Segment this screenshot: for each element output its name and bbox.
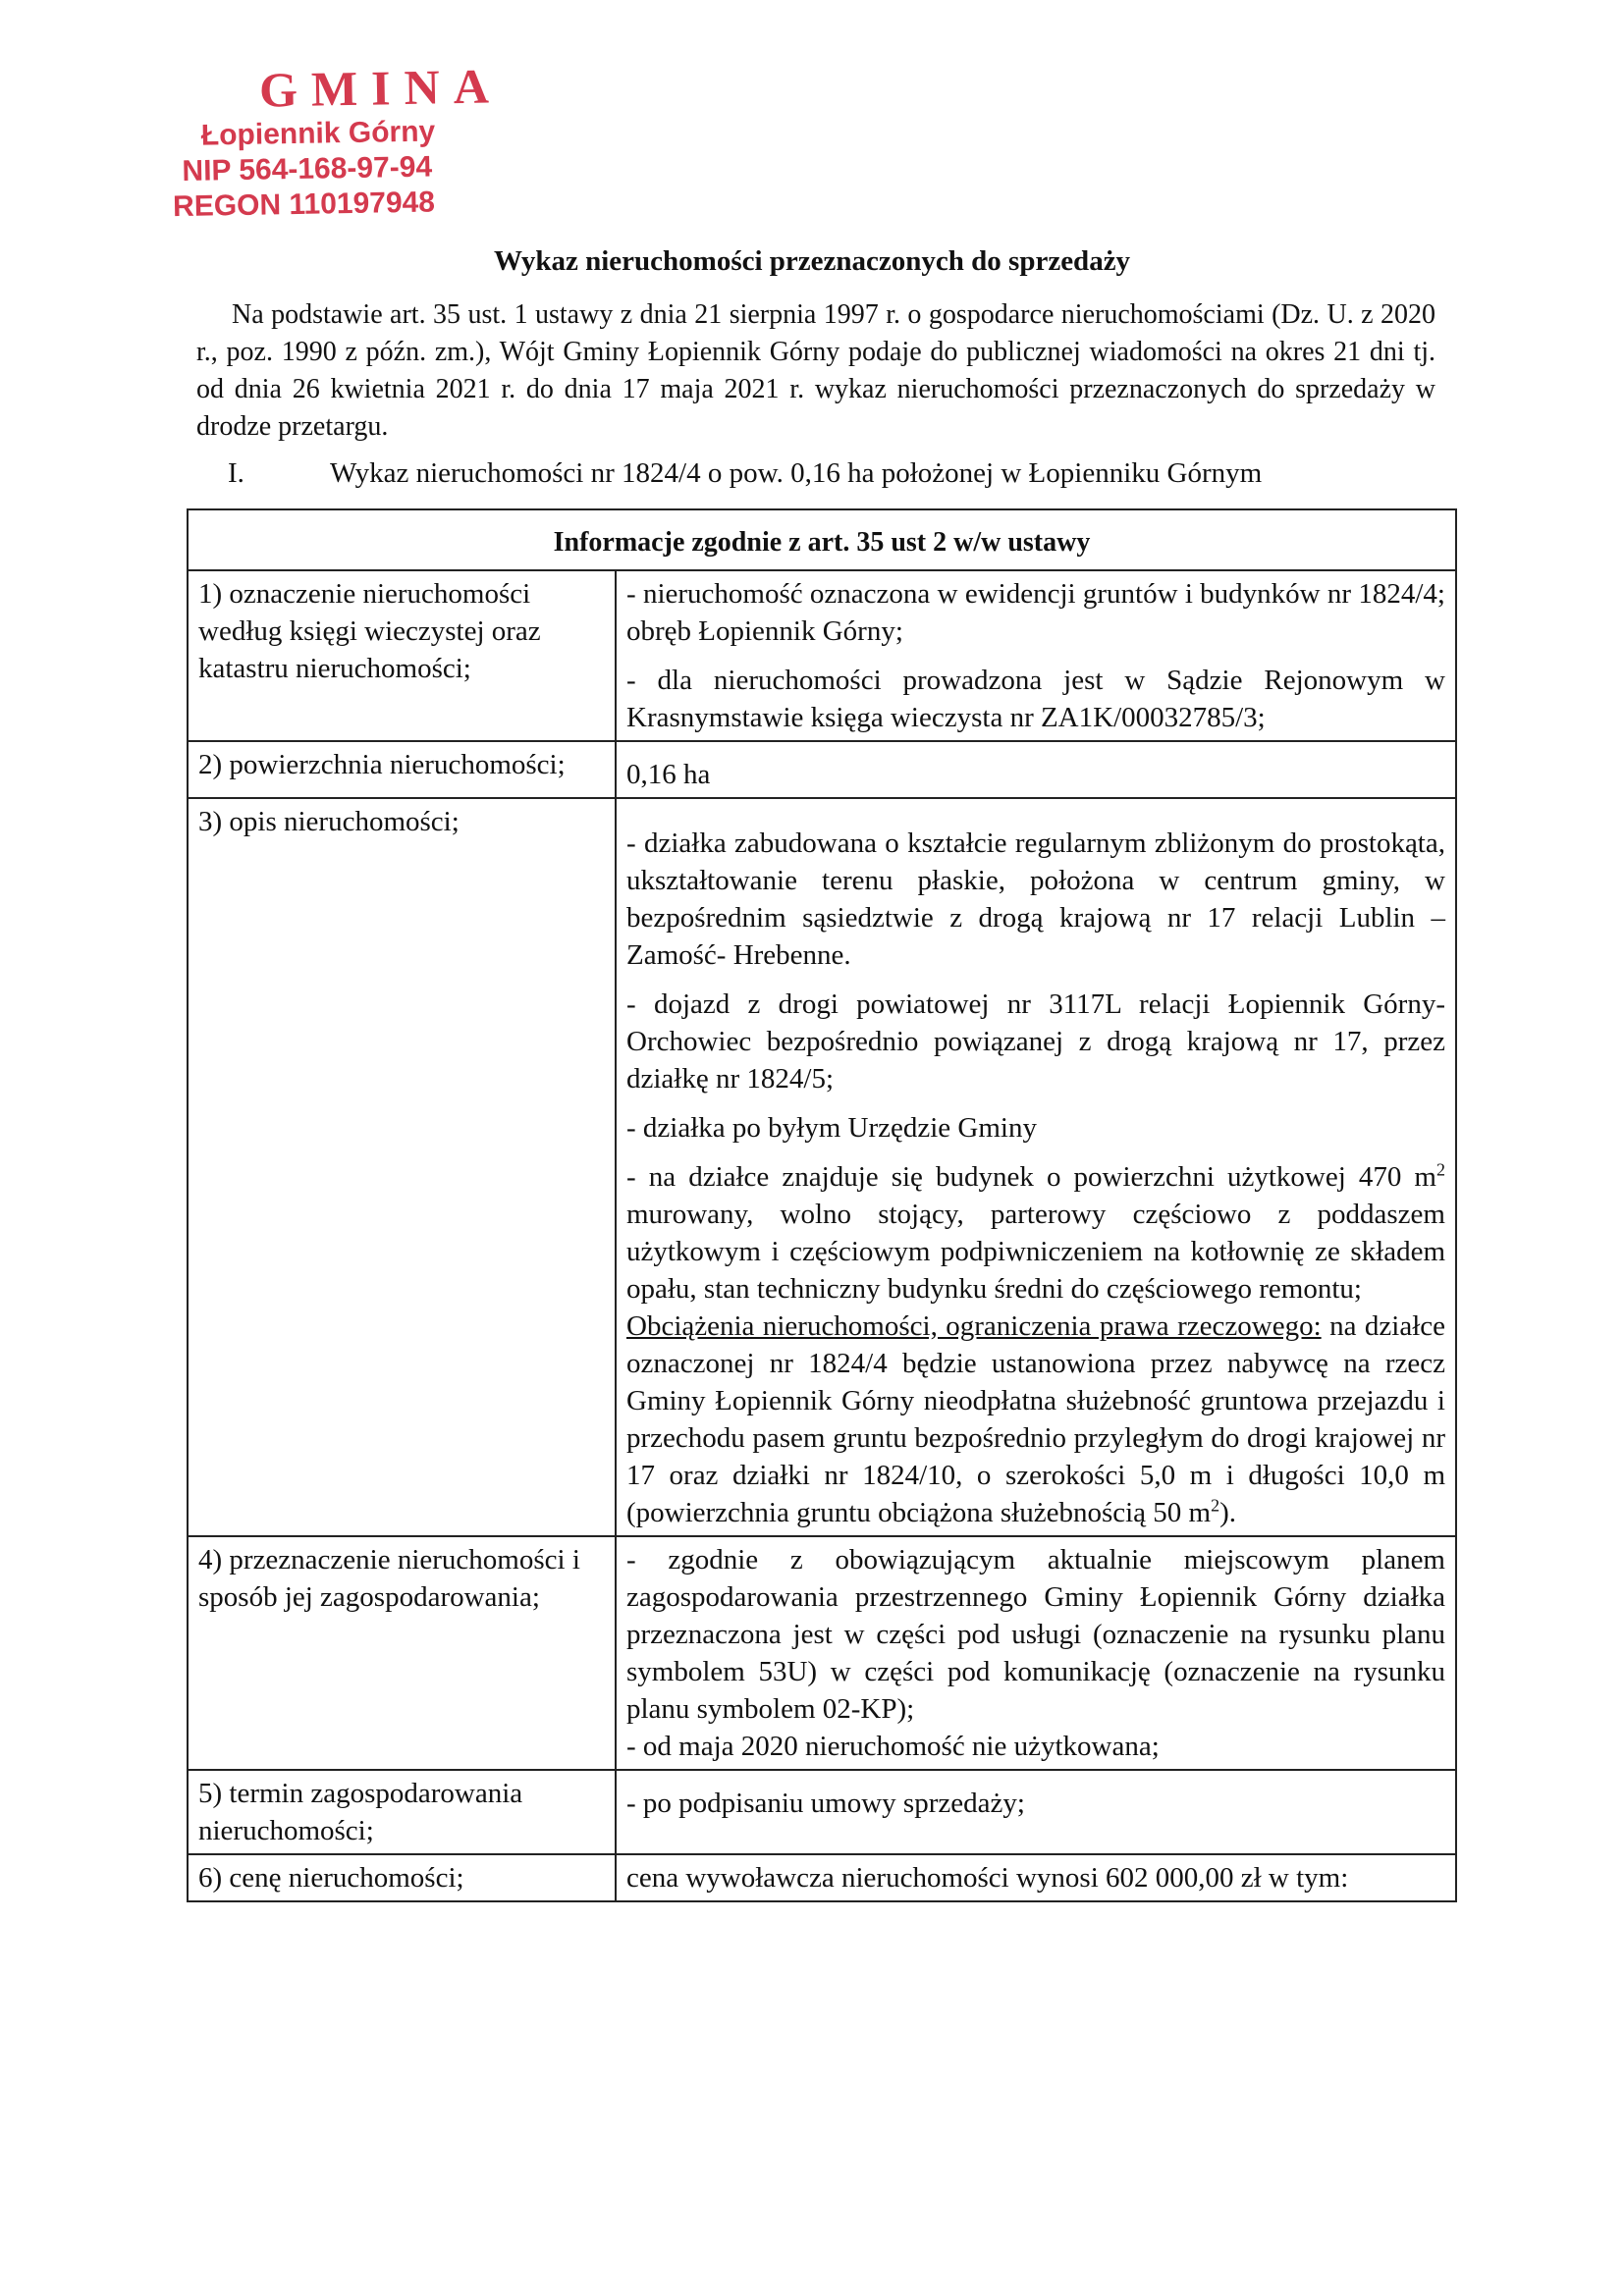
- building-text-cont: murowany, wolno stojący, parterowy częściowo z poddaszem użytkowym i częściowym podpiwniczeniem na kotłownię ze składem opału, stan techniczny budynku średni do częściowego remontu;: [626, 1199, 1445, 1305]
- section-text: Wykaz nieruchomości nr 1824/4 o pow. 0,16 ha położonej w Łopienniku Górnym: [330, 457, 1263, 489]
- table-row: [188, 1536, 1456, 1770]
- table-row: [188, 798, 1456, 1536]
- value-paragraph: - nieruchomość oznaczona w ewidencji gruntów i budynków nr 1824/4; obręb Łopiennik Górny;: [626, 578, 1445, 647]
- row-label: 3) opis nieruchomości;: [188, 798, 616, 1536]
- table-header: Informacje zgodnie z art. 35 ust 2 w/w ustawy: [188, 509, 1456, 570]
- stamp-nip: NIP 564-168-97-94: [182, 150, 433, 187]
- row-value: [616, 1770, 1456, 1854]
- value-paragraph: - działka po byłym Urzędzie Gminy: [626, 1112, 1037, 1144]
- section-heading: [228, 457, 1262, 490]
- row-value: [616, 1854, 1456, 1901]
- section-number: I.: [228, 457, 244, 489]
- row-value: [616, 1536, 1456, 1770]
- property-info-table: [187, 508, 1457, 1902]
- stamp-regon: REGON 110197948: [172, 186, 436, 224]
- row-label: 4) przeznaczenie nieruchomości i sposób jej zagospodarowania;: [188, 1536, 616, 1770]
- row-value: [616, 798, 1456, 1536]
- encumbrance-end: ).: [1219, 1497, 1237, 1528]
- municipality-stamp: [171, 58, 527, 225]
- value-paragraph: 0,16 ha: [626, 759, 711, 790]
- row-label: 1) oznaczenie nieruchomości według księgi wieczystej oraz katastru nieruchomości;: [188, 570, 616, 741]
- value-paragraph: - po podpisaniu umowy sprzedaży;: [626, 1788, 1025, 1819]
- encumbrance-text: na działce oznaczonej nr 1824/4 będzie ustanowiona przez nabywcę na rzecz Gminy Łopiennik Górny nieodpłatna służebność gruntowa przejazdu i przechodu pasem gruntu bezpośrednio przyległym do drogi krajowej nr 17 oraz działki nr 1824/10, o szerokości 5,0 m i długości 10,0 m (powierzchnia gruntu obciążona służebnością 50 m: [626, 1310, 1445, 1528]
- value-paragraph: - działka zabudowana o kształcie regularnym zbliżonym do prostokąta, ukształtowanie terenu płaskie, położona w centrum gminy, w bezpośrednim sąsiedztwie z drogą krajową nr 17 relacji Lublin –Zamość- Hrebenne.: [626, 828, 1445, 971]
- intro-paragraph: [196, 296, 1435, 446]
- table-row: [188, 1770, 1456, 1854]
- stamp-name: Łopiennik Górny: [200, 115, 436, 152]
- value-paragraph: - zgodnie z obowiązującym aktualnie miejscowym planem zagospodarowania przestrzennego Gminy Łopiennik Górny działka przeznaczona jest w części pod usługi (oznaczenie na rysunku planu symbolem 53U) w części pod komunikację (oznaczenie na rysunku planu symbolem 02-KP);: [626, 1544, 1445, 1725]
- encumbrance-heading: Obciążenia nieruchomości, ograniczenia prawa rzeczowego:: [626, 1310, 1322, 1342]
- row-value: [616, 570, 1456, 741]
- row-label: 5) termin zagospodarowania nieruchomości;: [188, 1770, 616, 1854]
- superscript: 2: [1436, 1159, 1445, 1180]
- table-row: [188, 1854, 1456, 1901]
- table-row: [188, 741, 1456, 798]
- row-label: 2) powierzchnia nieruchomości;: [188, 741, 616, 798]
- row-value: [616, 741, 1456, 798]
- value-paragraph: - dojazd z drogi powiatowej nr 3117L relacji Łopiennik Górny-Orchowiec bezpośrednio powiązanej z drogą krajową nr 17, przez działkę nr 1824/5;: [626, 988, 1445, 1095]
- building-text: - na działce znajduje się budynek o powierzchni użytkowej 470 m: [626, 1161, 1436, 1193]
- stamp-title: GMINA: [258, 58, 504, 118]
- value-paragraph: - dla nieruchomości prowadzona jest w Sądzie Rejonowym w Krasnymstawie księga wieczysta nr ZA1K/00032785/3;: [626, 665, 1445, 733]
- building-paragraph: [626, 1158, 1445, 1531]
- row-label: 6) cenę nieruchomości;: [188, 1854, 616, 1901]
- value-paragraph: - od maja 2020 nieruchomość nie użytkowana;: [626, 1731, 1160, 1762]
- intro-text: Na podstawie art. 35 ust. 1 ustawy z dnia 21 sierpnia 1997 r. o gospodarce nieruchomościami (Dz. U. z 2020 r., poz. 1990 z późn. zm.), Wójt Gminy Łopiennik Górny podaje do publicznej wiadomości na okres 21 dni tj. od dnia 26 kwietnia 2021 r. do dnia 17 maja 2021 r. wykaz nieruchomości przeznaczonych do sprzedaży w drodze przetargu.: [196, 299, 1435, 442]
- document-title: Wykaz nieruchomości przeznaczonych do sprzedaży: [493, 245, 1131, 277]
- table-row: [188, 570, 1456, 741]
- superscript: 2: [1211, 1495, 1220, 1516]
- value-paragraph: cena wywoławcza nieruchomości wynosi 602 000,00 zł w tym:: [626, 1862, 1349, 1894]
